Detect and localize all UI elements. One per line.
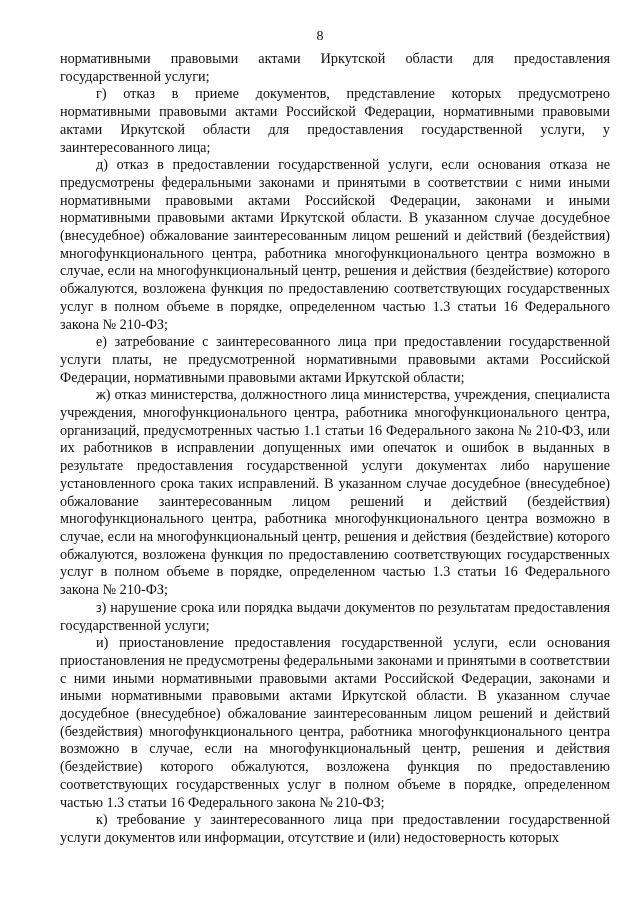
paragraph-item-zh: ж) отказ министерства, должностного лица министерства, учреждения, специалиста учреждения, многофункционального центра, работника многофункционального центра, организаций, предусмотренных частью 1.1 статьи 16 Федерального закона № 210-ФЗ, или их работников в исправлении допущенных ими опечаток и ошибок в выданных в результате предоставления государственной услуги документах либо нарушение установленного срока таких исправлений. В указанном случае досудебное (внесудебное) обжалование заинтересованным лицом решений и действий (бездействия) многофункционального центра, работника многофункционального центра возможно в случае, если на многофункциональный центр, решения и действия (бездействие) которого обжалуются, возложена функция по предоставлению соответствующих государственных услуг в полном объеме в порядке, определенном частью 1.3 статьи 16 Федерального закона № 210-ФЗ; [60,387,610,599]
paragraph-item-k: к) требование у заинтересованного лица при предоставлении государственной услуги документов или информации, отсутствие и (или) недостоверность которых [60,812,610,846]
paragraph-continuation: нормативными правовыми актами Иркутской области для предоставления государственной услуги; [60,51,610,85]
page-number: 8 [316,29,324,44]
paragraph-item-e: е) затребование с заинтересованного лица при предоставлении государственной услуги платы, не предусмотренной нормативными правовыми актами Российской Федерации, нормативными правовыми актами Иркутской области; [60,334,610,386]
paragraph-item-i: и) приостановление предоставления государственной услуги, если основания приостановления не предусмотрены федеральными законами и принятыми в соответствии с ними иными нормативными правовыми актами Российской Федерации, законами и иными нормативными правовыми актами Иркутской области. В указанном случае досудебное (внесудебное) обжалование заинтересованным лицом решений и действий (бездействия) многофункционального центра, работника многофункционального центра возможно в случае, если на многофункциональный центр, решения и действия (бездействие) которого обжалуются, возложена функция по предоставлению соответствующих государственных услуг в полном объеме в порядке, определенном частью 1.3 статьи 16 Федерального закона № 210-ФЗ; [60,635,610,811]
document-body [60,51,610,848]
paragraph-item-g: г) отказ в приеме документов, представление которых предусмотрено нормативными правовыми актами Российской Федерации, нормативными правовыми актами Иркутской области для предоставления государственной услуги, у заинтересованного лица; [60,86,610,156]
paragraph-item-z: з) нарушение срока или порядка выдачи документов по результатам предоставления государственной услуги; [60,599,610,634]
paragraph-item-d: д) отказ в предоставлении государственной услуги, если основания отказа не предусмотрены федеральными законами и принятыми в соответствии с ними иными нормативными правовыми актами Российской Федерации, законами и иными нормативными правовыми актами Иркутской области. В указанном случае досудебное (внесудебное) обжалование заинтересованным лицом решений и действий (бездействия) многофункционального центра, работника многофункционального центра возможно в случае, если на многофункциональный центр, решения и действия (бездействие) которого обжалуются, возложена функция по предоставлению соответствующих государственных услуг в полном объеме в порядке, определенном частью 1.3 статьи 16 Федерального закона № 210-ФЗ; [60,157,610,333]
